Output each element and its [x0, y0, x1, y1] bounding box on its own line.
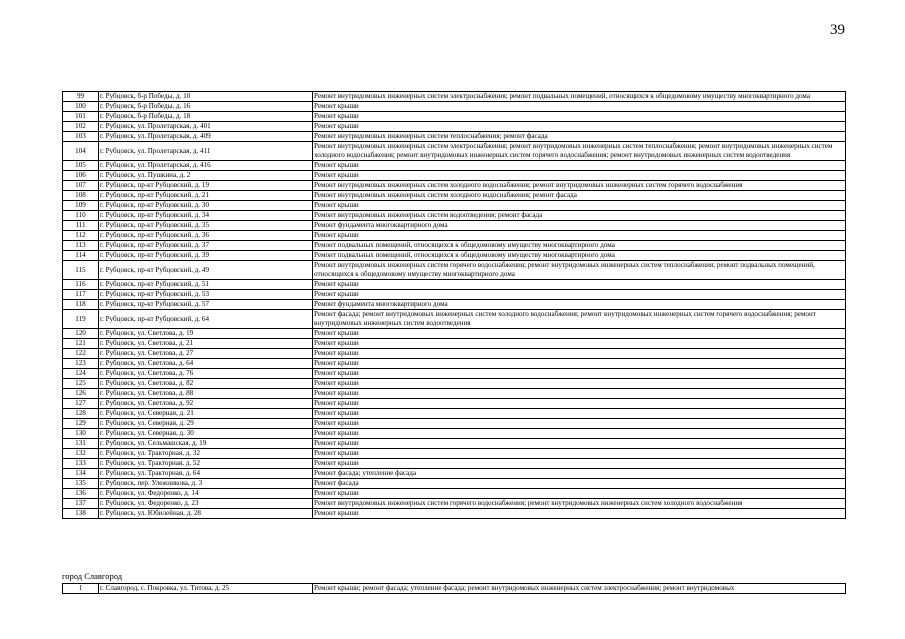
row-address: г. Рубцовск, пр-кт Рубцовский, д. 57	[99, 300, 313, 310]
row-number: 111	[63, 221, 99, 231]
row-address: г. Рубцовск, пр-кт Рубцовский, д. 64	[99, 310, 313, 329]
table-row	[63, 251, 846, 261]
row-works: Ремонт крыши; ремонт фасада; утепление фасада; ремонт внутридомовых инженерных систем электроснабжения; ремонт внутридомовых	[313, 584, 846, 594]
row-number: 136	[63, 489, 99, 499]
table-row	[63, 329, 846, 339]
page-number: 39	[830, 22, 845, 38]
row-number: 138	[63, 509, 99, 519]
row-address: г. Рубцовск, ул. Сельмашская, д. 19	[99, 439, 313, 449]
row-works: Ремонт крыши	[313, 379, 846, 389]
table-row	[63, 92, 846, 102]
row-works: Ремонт крыши	[313, 409, 846, 419]
row-address: г. Рубцовск, ул. Светлова, д. 21	[99, 339, 313, 349]
row-works: Ремонт фасада	[313, 479, 846, 489]
row-number: 107	[63, 181, 99, 191]
row-works: Ремонт крыши	[313, 201, 846, 211]
table-row	[63, 122, 846, 132]
row-works: Ремонт внутридомовых инженерных систем холодного водоснабжения; ремонт внутридомовых инженерных систем горячего водоснабжения	[313, 181, 846, 191]
row-number: 133	[63, 459, 99, 469]
row-number: 112	[63, 231, 99, 241]
row-address: г. Рубцовск, пр-кт Рубцовский, д. 21	[99, 191, 313, 201]
row-number: 108	[63, 191, 99, 201]
row-number: 125	[63, 379, 99, 389]
row-address: г. Рубцовск, ул. Пролетарская, д. 401	[99, 122, 313, 132]
row-number: 114	[63, 251, 99, 261]
table-row	[63, 161, 846, 171]
row-number: 135	[63, 479, 99, 489]
row-address: г. Рубцовск, ул. Пролетарская, д. 409	[99, 132, 313, 142]
row-address: г. Рубцовск, ул. Светлова, д. 92	[99, 399, 313, 409]
row-address: г. Рубцовск, б-р Победы, д. 16	[99, 102, 313, 112]
row-address: г. Рубцовск, ул. Тракторная, д. 52	[99, 459, 313, 469]
row-address: г. Славгород, с. Покровка, ул. Титова, д. 25	[99, 584, 313, 594]
table-row	[63, 369, 846, 379]
row-works: Ремонт внутридомовых инженерных систем горячего водоснабжения; ремонт внутридомовых инженерных систем теплоснабжения; ремонт подвальных помещений, относящихся к общедомовому имуществу многоквартирного дома	[313, 261, 846, 280]
row-number: 132	[63, 449, 99, 459]
table-row	[63, 359, 846, 369]
row-address: г. Рубцовск, ул. Светлова, д. 64	[99, 359, 313, 369]
row-address: г. Рубцовск, пр-кт Рубцовский, д. 19	[99, 181, 313, 191]
row-number: 104	[63, 142, 99, 161]
row-works: Ремонт внутридомовых инженерных систем холодного водоснабжения; ремонт фасада	[313, 191, 846, 201]
row-address: г. Рубцовск, ул. Светлова, д. 76	[99, 369, 313, 379]
row-number: 127	[63, 399, 99, 409]
row-number: 103	[63, 132, 99, 142]
row-number: 102	[63, 122, 99, 132]
row-number: 115	[63, 261, 99, 280]
row-address: г. Рубцовск, пр-кт Рубцовский, д. 30	[99, 201, 313, 211]
row-works: Ремонт фасада; ремонт внутридомовых инженерных систем холодного водоснабжения; ремонт внутридомовых инженерных систем горячего водоснабжения; ремонт внутридомовых инженерных систем водоотведения	[313, 310, 846, 329]
row-number: 134	[63, 469, 99, 479]
row-works: Ремонт крыши	[313, 349, 846, 359]
row-address: г. Рубцовск, ул. Пролетарская, д. 411	[99, 142, 313, 161]
row-works: Ремонт подвальных помещений, относящихся к общедомовому имуществу многоквартирного дома	[313, 241, 846, 251]
table-row	[63, 489, 846, 499]
row-works: Ремонт крыши	[313, 102, 846, 112]
table-row	[63, 102, 846, 112]
row-works: Ремонт крыши	[313, 359, 846, 369]
table-row	[63, 509, 846, 519]
row-works: Ремонт крыши	[313, 231, 846, 241]
row-address: г. Рубцовск, пр-кт Рубцовский, д. 34	[99, 211, 313, 221]
row-address: г. Рубцовск, пр-кт Рубцовский, д. 39	[99, 251, 313, 261]
row-number: 116	[63, 280, 99, 290]
row-number: 100	[63, 102, 99, 112]
table-row	[63, 349, 846, 359]
table-row	[63, 499, 846, 509]
table-row	[63, 469, 846, 479]
row-works: Ремонт крыши	[313, 399, 846, 409]
table-row	[63, 459, 846, 469]
row-address: г. Рубцовск, ул. Тракторная, д. 32	[99, 449, 313, 459]
row-works: Ремонт крыши	[313, 329, 846, 339]
row-works: Ремонт крыши	[313, 489, 846, 499]
row-address: г. Рубцовск, пр-кт Рубцовский, д. 53	[99, 290, 313, 300]
row-works: Ремонт крыши	[313, 459, 846, 469]
row-address: г. Рубцовск, ул. Северная, д. 30	[99, 429, 313, 439]
row-number: 130	[63, 429, 99, 439]
table-row	[63, 300, 846, 310]
row-works: Ремонт крыши	[313, 439, 846, 449]
row-number: 129	[63, 419, 99, 429]
row-number: 113	[63, 241, 99, 251]
table-row	[63, 310, 846, 329]
row-works: Ремонт крыши	[313, 339, 846, 349]
row-number: 101	[63, 112, 99, 122]
table-row	[63, 261, 846, 280]
repair-register-table-2	[62, 583, 846, 594]
section-title: город Славгород	[62, 571, 123, 581]
row-address: г. Рубцовск, ул. Северная, д. 29	[99, 419, 313, 429]
row-address: г. Рубцовск, б-р Победы, д. 18	[99, 112, 313, 122]
row-works: Ремонт внутридомовых инженерных систем электроснабжения; ремонт внутридомовых инженерных систем теплоснабжения; ремонт внутридомовых инженерных систем холодного водоснабжения; ремонт внутридомовых инженерных систем горячего водоснабжения; ремонт внутридомовых инженерных систем водоотведения	[313, 142, 846, 161]
row-address: г. Рубцовск, пр-кт Рубцовский, д. 49	[99, 261, 313, 280]
table-row	[63, 439, 846, 449]
row-number: 119	[63, 310, 99, 329]
row-works: Ремонт внутридомовых инженерных систем водоотведения; ремонт фасада	[313, 211, 846, 221]
row-number: 131	[63, 439, 99, 449]
row-address: г. Рубцовск, ул. Пролетарская, д. 416	[99, 161, 313, 171]
row-works: Ремонт крыши	[313, 161, 846, 171]
row-number: 1	[63, 584, 99, 594]
row-address: г. Рубцовск, ул. Федоренко, д. 14	[99, 489, 313, 499]
row-address: г. Рубцовск, ул. Светлова, д. 82	[99, 379, 313, 389]
row-number: 110	[63, 211, 99, 221]
row-address: г. Рубцовск, ул. Светлова, д. 88	[99, 389, 313, 399]
row-number: 122	[63, 349, 99, 359]
row-works: Ремонт крыши	[313, 122, 846, 132]
row-works: Ремонт фундамента многоквартирного дома	[313, 221, 846, 231]
table-row	[63, 584, 846, 594]
row-number: 105	[63, 161, 99, 171]
row-works: Ремонт фундамента многоквартирного дома	[313, 300, 846, 310]
row-number: 120	[63, 329, 99, 339]
row-address: г. Рубцовск, пр-кт Рубцовский, д. 36	[99, 231, 313, 241]
row-number: 117	[63, 290, 99, 300]
row-address: г. Рубцовск, б-р Победы, д. 10	[99, 92, 313, 102]
row-works: Ремонт крыши	[313, 171, 846, 181]
row-address: г. Рубцовск, ул. Светлова, д. 19	[99, 329, 313, 339]
table-row	[63, 339, 846, 349]
row-works: Ремонт внутридомовых инженерных систем горячего водоснабжения; ремонт внутридомовых инженерных систем холодного водоснабжения	[313, 499, 846, 509]
table-row	[63, 449, 846, 459]
table-row	[63, 429, 846, 439]
row-address: г. Рубцовск, ул. Федоренко, д. 23	[99, 499, 313, 509]
row-number: 128	[63, 409, 99, 419]
row-address: г. Рубцовск, ул. Тракторная, д. 64	[99, 469, 313, 479]
table-row	[63, 379, 846, 389]
row-works: Ремонт крыши	[313, 449, 846, 459]
row-works: Ремонт крыши	[313, 419, 846, 429]
table-row	[63, 280, 846, 290]
table-row	[63, 231, 846, 241]
row-works: Ремонт крыши	[313, 280, 846, 290]
table-row	[63, 181, 846, 191]
row-works: Ремонт крыши	[313, 389, 846, 399]
table-row	[63, 142, 846, 161]
row-address: г. Рубцовск, ул. Светлова, д. 27	[99, 349, 313, 359]
table-row	[63, 479, 846, 489]
row-works: Ремонт крыши	[313, 369, 846, 379]
row-address: г. Рубцовск, пр-кт Рубцовский, д. 35	[99, 221, 313, 231]
row-number: 121	[63, 339, 99, 349]
table-row	[63, 409, 846, 419]
row-address: г. Рубцовск, пер. Улежникова, д. 3	[99, 479, 313, 489]
row-works: Ремонт подвальных помещений, относящихся к общедомовому имуществу многоквартирного дома	[313, 251, 846, 261]
table-row	[63, 389, 846, 399]
row-address: г. Рубцовск, ул. Юбилейная, д. 28	[99, 509, 313, 519]
table-row	[63, 201, 846, 211]
table-row	[63, 171, 846, 181]
row-address: г. Рубцовск, пр-кт Рубцовский, д. 51	[99, 280, 313, 290]
row-works: Ремонт крыши	[313, 112, 846, 122]
row-number: 99	[63, 92, 99, 102]
row-number: 106	[63, 171, 99, 181]
row-number: 137	[63, 499, 99, 509]
row-works: Ремонт внутридомовых инженерных систем теплоснабжения; ремонт фасада	[313, 132, 846, 142]
table-row	[63, 399, 846, 409]
table-row	[63, 191, 846, 201]
row-number: 109	[63, 201, 99, 211]
row-works: Ремонт крыши	[313, 290, 846, 300]
row-works: Ремонт крыши	[313, 509, 846, 519]
table-row	[63, 221, 846, 231]
row-number: 118	[63, 300, 99, 310]
table-row	[63, 112, 846, 122]
row-works: Ремонт внутридомовых инженерных систем электроснабжения; ремонт подвальных помещений, относящихся к общедомовому имуществу многоквартирного дома	[313, 92, 846, 102]
row-number: 124	[63, 369, 99, 379]
table-row	[63, 419, 846, 429]
row-address: г. Рубцовск, пр-кт Рубцовский, д. 37	[99, 241, 313, 251]
repair-register-table	[62, 91, 846, 519]
row-address: г. Рубцовск, ул. Северная, д. 21	[99, 409, 313, 419]
table-row	[63, 290, 846, 300]
table-row	[63, 132, 846, 142]
row-works: Ремонт крыши	[313, 429, 846, 439]
row-works: Ремонт фасада; утепление фасада	[313, 469, 846, 479]
table-row	[63, 211, 846, 221]
row-number: 123	[63, 359, 99, 369]
row-address: г. Рубцовск, ул. Пушкина, д. 2	[99, 171, 313, 181]
table-row	[63, 241, 846, 251]
row-number: 126	[63, 389, 99, 399]
